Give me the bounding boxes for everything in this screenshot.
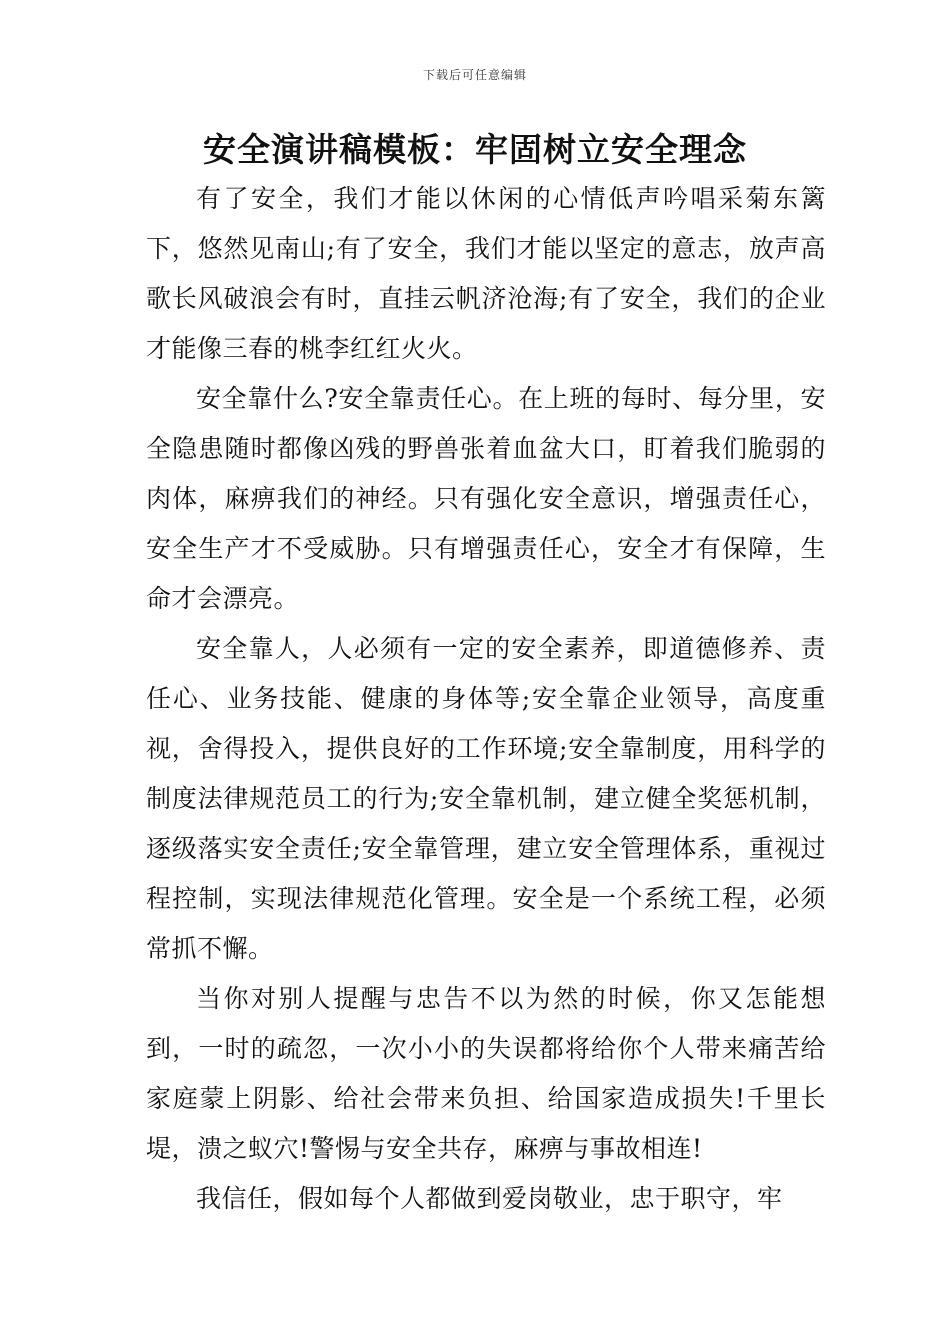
- paragraph: 我信任，假如每个人都做到爱岗敬业，忠于职守，牢: [196, 1184, 783, 1213]
- header-note: 下载后可任意编辑: [422, 68, 527, 82]
- paragraph: 当你对别人提醒与忠告不以为然的时候，你又怎能想到，一时的疏忽，一次小小的失误都将给你个人带来痛苦给家庭蒙上阴影、给社会带来负担、给国家造成损失!千里长堤，溃之蚁穴!警惕与安全共存，麻痹与事故相连!: [146, 984, 826, 1163]
- paragraph: 安全靠什么?安全靠责任心。在上班的每时、每分里，安全隐患随时都像凶残的野兽张着血盆大口，盯着我们脆弱的肉体，麻痹我们的神经。只有强化安全意识，增强责任心，安全生产才不受威胁。只有增强责任心，安全才有保障，生命才会漂亮。: [146, 384, 826, 613]
- paragraph: 安全靠人，人必须有一定的安全素养，即道德修养、责任心、业务技能、健康的身体等;安全靠企业领导，高度重视，舍得投入，提供良好的工作环境;安全靠制度，用科学的制度法律规范员工的行为;安全靠机制，建立健全奖惩机制，逐级落实安全责任;安全靠管理，建立安全管理体系，重视过程控制，实现法律规范化管理。安全是一个系统工程，必须常抓不懈。: [146, 634, 826, 963]
- paragraph: 有了安全，我们才能以休闲的心情低声吟唱采菊东篱下，悠然见南山;有了安全，我们才能以坚定的意志，放声高歌长风破浪会有时，直挂云帆济沧海;有了安全，我们的企业才能像三春的桃李红红火火。: [146, 184, 826, 363]
- document-body: [146, 174, 826, 1224]
- document-title: 安全演讲稿模板：牢固树立安全理念: [203, 130, 747, 169]
